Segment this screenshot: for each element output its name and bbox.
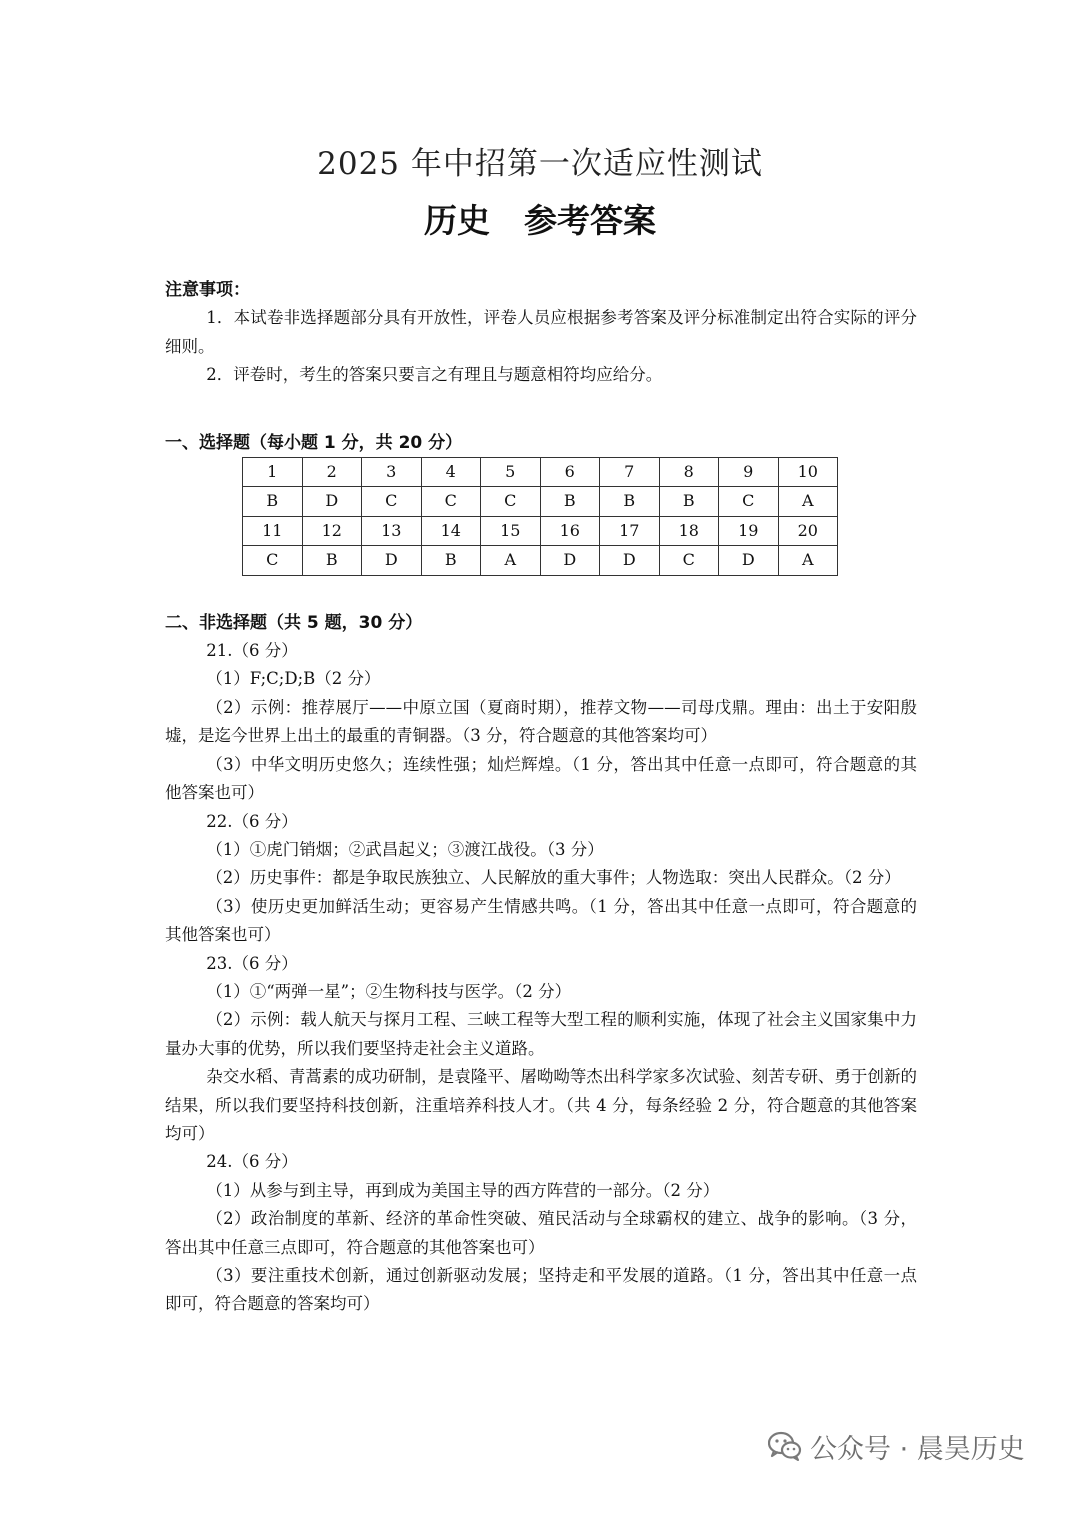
question-number-cell: 2 [302, 458, 362, 487]
q22-answer-2: （2）历史事件：都是争取民族独立、人民解放的重大事件；人物选取：突出人民群众。（2 分） [206, 868, 901, 888]
answer-table-row [243, 487, 838, 516]
answer-letter-cell: C [659, 546, 719, 575]
q21-answer-2: （2）示例：推荐展厅——中原立国（夏商时期），推荐文物——司母戊鼎。理由：出土于安阳殷墟，是迄今世界上出土的最重的青铜器。（3 分，符合题意的其他答案均可） [165, 697, 917, 746]
q24-label: 24.（6 分） [206, 1152, 298, 1172]
answer-letter-cell: D [719, 546, 779, 575]
notes-heading: 注意事项： [165, 280, 250, 300]
answer-letter-cell: A [481, 546, 541, 575]
question-number-cell: 15 [481, 516, 541, 545]
subject-label: 历史 [424, 201, 490, 240]
q21-label: 21.（6 分） [206, 641, 298, 661]
q22-label: 22.（6 分） [206, 811, 298, 831]
question-number-cell: 4 [421, 458, 481, 487]
answer-letter-cell: C [719, 487, 779, 516]
answer-letter-cell: D [540, 546, 600, 575]
exam-title: 2025 年中招第一次适应性测试 [317, 146, 763, 182]
answer-table-row [243, 546, 838, 575]
question-number-cell: 11 [243, 516, 303, 545]
question-number-cell: 7 [600, 458, 660, 487]
question-number-cell: 1 [243, 458, 303, 487]
exam-subtitle [0, 195, 1080, 242]
section1-heading: 一、选择题（每小题 1 分，共 20 分） [165, 432, 463, 453]
question-number-cell: 3 [362, 458, 422, 487]
answer-letter-cell: C [481, 487, 541, 516]
wechat-icon [768, 1431, 802, 1461]
note-item: 1．本试卷非选择题部分具有开放性，评卷人员应根据参考答案及评分标准制定出符合实际的评分细则。 [165, 308, 917, 356]
answer-letter-cell: B [600, 487, 660, 516]
q21-answer-1: （1）F;C;D;B（2 分） [206, 669, 381, 689]
q23-answer-2: （2）示例：载人航天与探月工程、三峡工程等大型工程的顺利实施，体现了社会主义国家集中力量办大事的优势，所以我们要坚持走社会主义道路。 [165, 1010, 917, 1058]
answer-letter-cell: C [243, 546, 303, 575]
question-number-cell: 16 [540, 516, 600, 545]
section2-heading: 二、非选择题（共 5 题，30 分） [165, 612, 423, 633]
q23-label: 23.（6 分） [206, 953, 298, 973]
answer-table [242, 457, 838, 576]
question-number-cell: 6 [540, 458, 600, 487]
q24-answer-3: （3）要注重技术创新，通过创新驱动发展；坚持走和平发展的道路。（1 分，答出其中任意一点即可，符合题意的答案均可） [165, 1266, 917, 1314]
answer-letter-cell: B [243, 487, 303, 516]
question-number-cell: 8 [659, 458, 719, 487]
answer-letter-cell: A [778, 487, 838, 516]
q23-answer-2b: 杂交水稻、青蒿素的成功研制，是袁隆平、屠呦呦等杰出科学家多次试验、刻苦专研、勇于创新的结果，所以我们要坚持科技创新，注重培养科技人才。（共 4 分，每条经验 2 分，符合题意的其他答案均可） [165, 1067, 917, 1143]
q21-answer-3: （3）中华文明历史悠久；连续性强；灿烂辉煌。（1 分，答出其中任意一点即可，符合题意的其他答案也可） [165, 754, 917, 803]
watermark [768, 1426, 1025, 1466]
q22-answer-1: （1）①虎门销烟；②武昌起义；③渡江战役。（3 分） [206, 839, 604, 859]
answer-letter-cell: B [659, 487, 719, 516]
answer-letter-cell: C [362, 487, 422, 516]
question-number-cell: 13 [362, 516, 422, 545]
question-number-cell: 19 [719, 516, 779, 545]
answer-letter-cell: B [302, 546, 362, 575]
question-number-cell: 20 [778, 516, 838, 545]
answer-table-row [243, 458, 838, 487]
answer-letter-cell: D [362, 546, 422, 575]
question-number-cell: 17 [600, 516, 660, 545]
q24-answer-2: （2）政治制度的革新、经济的革命性突破、殖民活动与全球霸权的建立、战争的影响。（3 分，答出其中任意三点即可，符合题意的其他答案也可） [165, 1209, 917, 1257]
question-number-cell: 5 [481, 458, 541, 487]
content-body [165, 276, 917, 1319]
answer-table-row [243, 516, 838, 545]
answer-letter-cell: C [421, 487, 481, 516]
q23-answer-1: （1）①“两弹一星”；②生物科技与医学。（2 分） [206, 981, 572, 1001]
q22-answer-3: （3）使历史更加鲜活生动；更容易产生情感共鸣。（1 分，答出其中任意一点即可，符合题意的其他答案也可） [165, 896, 917, 945]
answer-letter-cell: B [540, 487, 600, 516]
question-number-cell: 18 [659, 516, 719, 545]
question-number-cell: 10 [778, 458, 838, 487]
answer-letter-cell: B [421, 546, 481, 575]
answer-letter-cell: D [600, 546, 660, 575]
answer-key-label: 参考答案 [524, 201, 656, 240]
question-number-cell: 14 [421, 516, 481, 545]
question-number-cell: 9 [719, 458, 779, 487]
answer-letter-cell: D [302, 487, 362, 516]
answer-letter-cell: A [778, 546, 838, 575]
question-number-cell: 12 [302, 516, 362, 545]
watermark-text: 公众号 · 晨昊历史 [810, 1433, 1025, 1465]
note-item: 2．评卷时，考生的答案只要言之有理且与题意相符均应给分。 [206, 365, 663, 385]
q24-answer-1: （1）从参与到主导，再到成为美国主导的西方阵营的一部分。（2 分） [206, 1180, 720, 1200]
